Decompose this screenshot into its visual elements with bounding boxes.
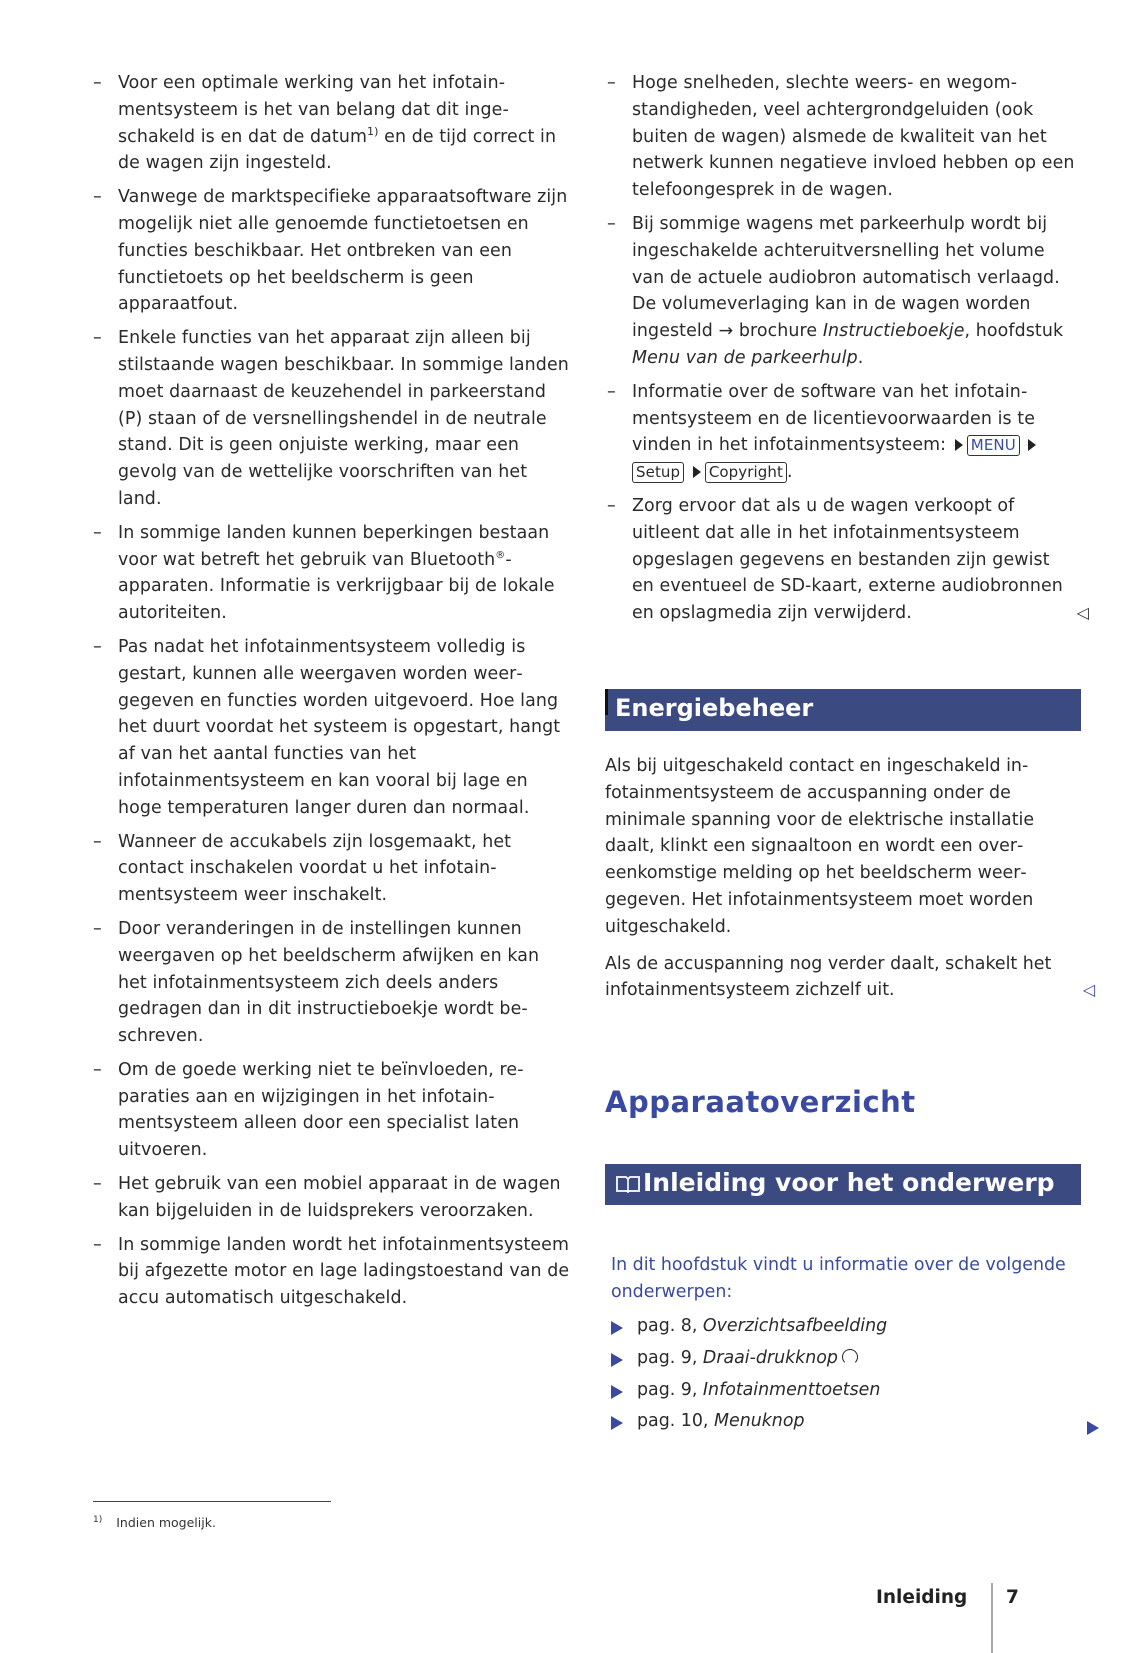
paragraph: Als bij uitgeschakeld contact en ingeschakeld infotainmentsysteem de accuspanning onder de minimale spanning voor de elektrische installatie daalt, klinkt een signaaltoon en wordt een overeenkomstige melding op het beeldscherm weergegeven. Het infotainmentsysteem moet worden uitgeschakeld. [605,756,1035,937]
step-arrow-icon [693,466,701,478]
topic-link-infotainmenttoetsen[interactable]: pag. 9, Infotainmenttoetsen [611,1375,1081,1407]
left-column [93,70,571,1319]
dash-bullet: – [93,187,102,208]
dash-bullet: – [93,73,102,93]
list-item: – Wanneer de accukabels zijn losgemaakt, het contact inschakelen voordat u het infotainmentsysteem weer inschakelt. [93,829,571,909]
cross-ref-brochure[interactable]: Instructieboekje [822,321,965,342]
dash-bullet: – [93,831,102,852]
dash-bullet: – [93,1234,102,1255]
dash-bullet: – [607,381,616,402]
heading-edge-mark [605,689,608,715]
dash-bullet: – [93,328,102,349]
list-item: – Informatie over de software van het infotainmentsysteem en de licentievoorwaarden is te vinden in het infotainmentsysteem: MENU Setup Copyright . [607,379,1077,486]
energy-section [605,753,1095,1014]
list-item: – Vanwege de marktspecifieke apparaatsoftware zijn mogelijk niet alle genoemde functietoetsen en functies beschikbaar. Het ontbreken van een functietoets op het beeldscherm is geen apparaatfout. [93,184,571,318]
menu-key: MENU [967,435,1020,456]
rotary-knob-icon [842,1349,858,1365]
list-item: – In sommige landen kunnen beperkingen bestaan voor wat betreft het gebruik van Bluetooth®-apparaten. Informatie is verkrijgbaar bij de lokale autoriteiten. [93,520,571,627]
list-item: – Voor een optimale werking van het infotainmentsysteem is het van belang dat dit ingeschakeld is en dat de datum$^{1)}$ en de tijd correct in de wagen zijn ingesteld. [93,70,571,177]
arrow-right-icon [611,1321,623,1335]
dash-bullet: – [607,495,616,516]
list-item: – Om de goede werking niet te beïnvloeden, reparaties aan en wijzigingen in het infotainmentsysteem alleen door een specialist laten uitvoeren. [93,1057,571,1164]
section-end-icon: ◁ [1082,980,1095,1000]
list-item: – Door veranderingen in de instellingen kunnen weergaven op het beeldscherm afwijken en kan het infotainmentsysteem zich deels anders gedragen dan in dit instructieboekje wordt beschreven. [93,916,571,1050]
step-arrow-icon [955,439,963,451]
topic-link-menuknop[interactable]: pag. 10, Menuknop [611,1406,1081,1438]
dash-bullet: – [607,73,616,93]
topic-link-overzichtsafbeelding[interactable]: pag. 8, Overzichtsafbeelding [611,1311,1081,1343]
continue-next-page-icon [1087,1421,1099,1435]
dash-bullet: – [93,522,102,543]
list-item: – In sommige landen wordt het infotainmentsysteem bij afgezette motor en lage ladingstoestand van de accu automatisch uitgeschakeld. [93,1232,571,1312]
cross-ref-chapter[interactable]: Menu van de parkeerhulp [632,347,858,368]
topic-list [611,1311,1081,1438]
footnote-ref[interactable]: 1) [367,124,379,138]
footer-section-label: Inleiding [876,1587,968,1608]
list-item: – Zorg ervoor dat als u de wagen verkoopt of uitleent dat alle in het infotainmentsysteem opgeslagen gegevens en bestanden zijn gewist en eventueel de SD-kaart, externe audiobronnen en opslagmedia zijn verwijderd. ◁ [607,493,1077,627]
arrow-right-icon [611,1353,623,1367]
copyright-key: Copyright [705,462,787,483]
book-icon [615,1174,641,1194]
footnote: $^{1)}$ Indien mogelijk. [93,1515,216,1531]
registered-mark: ® [495,549,506,561]
dash-bullet: – [93,918,102,939]
list-item: – Het gebruik van een mobiel apparaat in de wagen kan bijgeluiden in de luidsprekers veroorzaken. [93,1171,571,1225]
chapter-title: Apparaatoverzicht [605,1085,916,1119]
dash-bullet: – [93,636,102,657]
list-item: – Pas nadat het infotainmentsysteem volledig is gestart, kunnen alle weergaven worden weergegeven en functies worden uitgevoerd. Hoe lang het duurt voordat het systeem is opgestart, hangt af van het aantal functies van het infotainmentsysteem en kan vooral bij lage en hoge temperaturen langer duren dan normaal. [93,634,571,822]
intro-text: In dit hoofdstuk vindt u informatie over de volgende onderwerpen: [611,1255,1066,1302]
dash-bullet: – [93,1059,102,1080]
list-item: – Bij sommige wagens met parkeerhulp wordt bij ingeschakelde achteruitversnelling het volume van de actuele audiobron automatisch verlaagd. De volumeverlaging kan in de wagen worden ingesteld → brochure Instructieboekje, hoofdstuk Menu van de parkeerhulp. [607,211,1077,372]
topic-link-draai-drukknop[interactable]: pag. 9, Draai-drukknop [611,1343,1081,1375]
paragraph: Als de accuspanning nog verder daalt, schakelt het infotainmentsysteem zichzelf uit. ◁ [605,951,1075,1005]
page-number: 7 [1006,1587,1019,1608]
list-item: – Hoge snelheden, slechte weers- en wegomstandigheden, veel achtergrondgeluiden (ook buiten de wagen) alsmede de kwaliteit van het netwerk kunnen negatieve invloed hebben op een telefoongesprek in de wagen. [607,70,1077,204]
setup-key: Setup [632,462,684,483]
section-heading-inleiding: Inleiding voor het onderwerp [605,1164,1081,1205]
list-item: – Enkele functies van het apparaat zijn alleen bij stilstaande wagen beschikbaar. In sommige landen moet daarnaast de keuzehendel in parkeerstand (P) staan of de versnellingshendel in de neutrale stand. Dit is geen onjuiste werking, maar een gevolg van de wettelijke voorschriften van het land. [93,325,571,513]
arrow-right-icon [611,1385,623,1399]
section-end-icon: ◁ [1076,603,1089,623]
arrow-right-icon [611,1416,623,1430]
section-heading-energiebeheer: Energiebeheer [605,689,1081,731]
footnote-divider [93,1501,331,1502]
footer-divider [991,1583,993,1653]
dash-bullet: – [93,1174,102,1195]
right-column [607,70,1089,634]
step-arrow-icon [1028,439,1036,451]
dash-bullet: – [607,213,616,234]
